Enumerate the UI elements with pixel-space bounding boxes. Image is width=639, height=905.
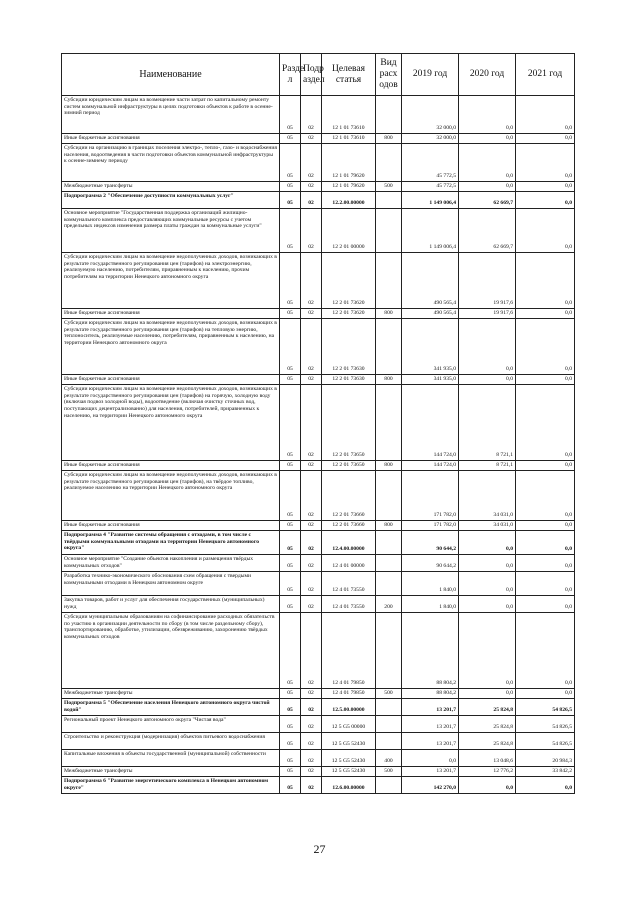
cell-section: 05 xyxy=(280,192,301,209)
cell-target: 12 2 01 00000 xyxy=(322,209,376,253)
cell-name: Субсидии юридическим лицам на возмещение недополученных доходов, возникающих в результате государственного регулирования цен (тарифов) на тепловую энергию, теплоноситель, реализуемые населению, потребителям, приравненным к населению, на территории Ненецкого автономного округа xyxy=(62,319,280,375)
cell-2019: 490 565,4 xyxy=(402,309,459,319)
cell-2021: 0,0 xyxy=(516,613,575,689)
table-row xyxy=(62,471,575,521)
cell-section: 05 xyxy=(280,531,301,555)
table-row xyxy=(62,461,575,471)
table-row xyxy=(62,134,575,144)
cell-expense-type xyxy=(376,253,402,309)
cell-name: Закупка товаров, работ и услуг для обеспечения государственных (муниципальных) нужд xyxy=(62,596,280,613)
cell-target: 12 1 01 73610 xyxy=(322,134,376,144)
cell-expense-type: 800 xyxy=(376,309,402,319)
cell-2019: 341 935,0 xyxy=(402,319,459,375)
cell-target: 12 5 G5 52430 xyxy=(322,733,376,750)
table-row xyxy=(62,209,575,253)
cell-section: 05 xyxy=(280,716,301,733)
cell-2019: 90 644,2 xyxy=(402,555,459,572)
cell-2019: 88 804,2 xyxy=(402,613,459,689)
cell-expense-type: 800 xyxy=(376,375,402,385)
cell-name: Иные бюджетные ассигнования xyxy=(62,134,280,144)
cell-target: 12 4 01 79850 xyxy=(322,613,376,689)
cell-2021: 20 984,3 xyxy=(516,750,575,767)
cell-2019: 90 644,2 xyxy=(402,531,459,555)
cell-name: Подпрограмма 4 "Развитие системы обращения с отходами, в том числе с твёрдыми коммунальными отходами на территории Ненецкого автономного округа" xyxy=(62,531,280,555)
cell-2020: 0,0 xyxy=(459,319,516,375)
cell-expense-type xyxy=(376,613,402,689)
cell-2020: 0,0 xyxy=(459,613,516,689)
cell-section: 05 xyxy=(280,613,301,689)
table-row xyxy=(62,613,575,689)
cell-2021: 54 826,5 xyxy=(516,699,575,716)
cell-2020: 62 669,7 xyxy=(459,192,516,209)
cell-expense-type: 200 xyxy=(376,596,402,613)
table-row xyxy=(62,716,575,733)
table-row xyxy=(62,144,575,182)
cell-2020: 8 721,1 xyxy=(459,461,516,471)
cell-2019: 171 782,0 xyxy=(402,471,459,521)
cell-2021: 33 842,2 xyxy=(516,767,575,777)
cell-target: 12 1 01 79620 xyxy=(322,144,376,182)
cell-2019: 341 935,0 xyxy=(402,375,459,385)
header-section: Разде л xyxy=(280,54,301,96)
cell-section: 05 xyxy=(280,689,301,699)
cell-subsection: 02 xyxy=(301,572,322,596)
cell-subsection: 02 xyxy=(301,134,322,144)
cell-subsection: 02 xyxy=(301,716,322,733)
cell-2019: 13 201,7 xyxy=(402,733,459,750)
cell-2020: 0,0 xyxy=(459,555,516,572)
cell-2021: 0,0 xyxy=(516,461,575,471)
cell-2021: 0,0 xyxy=(516,596,575,613)
cell-subsection: 02 xyxy=(301,689,322,699)
header-2021: 2021 год xyxy=(516,54,575,96)
cell-2019: 32 000,0 xyxy=(402,96,459,134)
cell-target: 12 2 01 73650 xyxy=(322,461,376,471)
cell-subsection: 02 xyxy=(301,471,322,521)
cell-expense-type: 800 xyxy=(376,134,402,144)
cell-section: 05 xyxy=(280,134,301,144)
cell-section: 05 xyxy=(280,96,301,134)
cell-section: 05 xyxy=(280,253,301,309)
table-row xyxy=(62,192,575,209)
cell-section: 05 xyxy=(280,375,301,385)
cell-subsection: 02 xyxy=(301,521,322,531)
cell-name: Субсидии юридическим лицам на возмещение части затрат по капитальному ремонту систем коммунальной инфраструктуры в целях подготовки объектов к работе в осенне-зимний период xyxy=(62,96,280,134)
table-row xyxy=(62,689,575,699)
cell-2021: 0,0 xyxy=(516,777,575,794)
cell-2021: 0,0 xyxy=(516,96,575,134)
cell-expense-type: 500 xyxy=(376,767,402,777)
cell-subsection: 02 xyxy=(301,375,322,385)
cell-section: 05 xyxy=(280,699,301,716)
cell-expense-type xyxy=(376,777,402,794)
cell-name: Иные бюджетные ассигнования xyxy=(62,309,280,319)
cell-subsection: 02 xyxy=(301,209,322,253)
cell-expense-type xyxy=(376,96,402,134)
table-row xyxy=(62,572,575,596)
cell-subsection: 02 xyxy=(301,461,322,471)
cell-name: Субсидии на организацию в границах поселения электро-, тепло-, газо- и водоснабжения населения, водоотведения в части подготовки объектов коммунальной инфраструктуры к осенне-зимнему периоду xyxy=(62,144,280,182)
cell-2021: 0,0 xyxy=(516,209,575,253)
cell-2019: 1 840,0 xyxy=(402,572,459,596)
table-row xyxy=(62,521,575,531)
cell-name: Основное мероприятие "Создание объектов накопления и размещения твёрдых коммунальных отходов" xyxy=(62,555,280,572)
cell-section: 05 xyxy=(280,572,301,596)
table-row xyxy=(62,182,575,192)
cell-subsection: 02 xyxy=(301,192,322,209)
cell-subsection: 02 xyxy=(301,385,322,461)
cell-subsection: 02 xyxy=(301,309,322,319)
cell-name: Строительство и реконструкция (модернизация) объектов питьевого водоснабжения xyxy=(62,733,280,750)
cell-2020: 0,0 xyxy=(459,375,516,385)
cell-section: 05 xyxy=(280,182,301,192)
cell-2019: 13 201,7 xyxy=(402,767,459,777)
header-2020: 2020 год xyxy=(459,54,516,96)
cell-2020: 0,0 xyxy=(459,96,516,134)
cell-expense-type xyxy=(376,716,402,733)
cell-expense-type xyxy=(376,531,402,555)
cell-2019: 142 270,0 xyxy=(402,777,459,794)
cell-target: 12.2.00.00000 xyxy=(322,192,376,209)
cell-subsection: 02 xyxy=(301,531,322,555)
cell-target: 12 2 01 73630 xyxy=(322,375,376,385)
cell-section: 05 xyxy=(280,777,301,794)
cell-expense-type xyxy=(376,699,402,716)
cell-target: 12 2 01 73630 xyxy=(322,319,376,375)
cell-target: 12 4 01 00000 xyxy=(322,555,376,572)
cell-target: 12 5 G5 52430 xyxy=(322,750,376,767)
cell-2021: 0,0 xyxy=(516,192,575,209)
cell-subsection: 02 xyxy=(301,96,322,134)
cell-expense-type: 800 xyxy=(376,461,402,471)
cell-2021: 0,0 xyxy=(516,375,575,385)
table-row xyxy=(62,385,575,461)
table-row xyxy=(62,777,575,794)
cell-2021: 0,0 xyxy=(516,531,575,555)
table-body xyxy=(62,96,575,794)
cell-subsection: 02 xyxy=(301,253,322,309)
cell-2019: 144 724,0 xyxy=(402,461,459,471)
cell-target: 12 5 G5 00000 xyxy=(322,716,376,733)
header-target: Целевая статья xyxy=(322,54,376,96)
cell-subsection: 02 xyxy=(301,319,322,375)
cell-2019: 171 782,0 xyxy=(402,521,459,531)
cell-subsection: 02 xyxy=(301,777,322,794)
cell-subsection: 02 xyxy=(301,699,322,716)
cell-subsection: 02 xyxy=(301,182,322,192)
cell-name: Разработка технико-экономического обоснования схем обращения с твердыми коммунальными отходами в Ненецком автономном округе xyxy=(62,572,280,596)
cell-2019: 45 772,5 xyxy=(402,182,459,192)
cell-expense-type: 400 xyxy=(376,750,402,767)
cell-2019: 32 000,0 xyxy=(402,134,459,144)
cell-target: 12 2 01 73660 xyxy=(322,471,376,521)
cell-name: Межбюджетные трансферты xyxy=(62,689,280,699)
cell-section: 05 xyxy=(280,521,301,531)
cell-name: Иные бюджетные ассигнования xyxy=(62,375,280,385)
cell-2021: 0,0 xyxy=(516,144,575,182)
header-subsection: Подр аздел xyxy=(301,54,322,96)
cell-expense-type xyxy=(376,733,402,750)
header-name: Наименование xyxy=(62,54,280,96)
cell-2020: 12 776,2 xyxy=(459,767,516,777)
cell-2020: 34 031,0 xyxy=(459,471,516,521)
table-row xyxy=(62,750,575,767)
cell-2020: 0,0 xyxy=(459,531,516,555)
cell-2020: 0,0 xyxy=(459,182,516,192)
table-row xyxy=(62,596,575,613)
cell-target: 12 2 01 73660 xyxy=(322,521,376,531)
cell-expense-type xyxy=(376,209,402,253)
cell-subsection: 02 xyxy=(301,767,322,777)
cell-2021: 0,0 xyxy=(516,572,575,596)
cell-section: 05 xyxy=(280,461,301,471)
cell-2020: 19 917,6 xyxy=(459,309,516,319)
cell-target: 12 1 01 79620 xyxy=(322,182,376,192)
cell-name: Подпрограмма 6 "Развитие энергетического комплекса в Ненецком автономном округе" xyxy=(62,777,280,794)
header-2019: 2019 год xyxy=(402,54,459,96)
cell-2020: 25 824,8 xyxy=(459,733,516,750)
cell-expense-type: 800 xyxy=(376,521,402,531)
cell-target: 12 2 01 73620 xyxy=(322,253,376,309)
cell-2020: 25 824,8 xyxy=(459,699,516,716)
table-row xyxy=(62,555,575,572)
page-number: 27 xyxy=(313,842,326,856)
cell-target: 12 2 01 73650 xyxy=(322,385,376,461)
cell-expense-type xyxy=(376,319,402,375)
table-header-row xyxy=(62,54,575,96)
table-row xyxy=(62,733,575,750)
cell-name: Межбюджетные трансферты xyxy=(62,767,280,777)
cell-target: 12 5 G5 52430 xyxy=(322,767,376,777)
cell-2021: 0,0 xyxy=(516,182,575,192)
cell-section: 05 xyxy=(280,385,301,461)
cell-section: 05 xyxy=(280,767,301,777)
cell-2020: 0,0 xyxy=(459,572,516,596)
cell-2019: 144 724,0 xyxy=(402,385,459,461)
table-row xyxy=(62,699,575,716)
cell-target: 12.5.00.00000 xyxy=(322,699,376,716)
cell-subsection: 02 xyxy=(301,750,322,767)
cell-subsection: 02 xyxy=(301,555,322,572)
cell-name: Субсидии юридическим лицам на возмещение недополученных доходов, возникающих в результате государственного регулирования цен (тарифов) на электроэнергию, реализуемую населению, потребителям, приравненным к населению, прочим потребителям на территории Ненецкого автономного округа xyxy=(62,253,280,309)
cell-2020: 0,0 xyxy=(459,134,516,144)
cell-section: 05 xyxy=(280,750,301,767)
cell-section: 05 xyxy=(280,555,301,572)
cell-2019: 88 804,2 xyxy=(402,689,459,699)
cell-expense-type xyxy=(376,385,402,461)
cell-2020: 0,0 xyxy=(459,777,516,794)
cell-expense-type: 500 xyxy=(376,182,402,192)
table-row xyxy=(62,309,575,319)
cell-2021: 0,0 xyxy=(516,471,575,521)
cell-section: 05 xyxy=(280,471,301,521)
cell-2019: 45 772,5 xyxy=(402,144,459,182)
cell-2019: 490 565,4 xyxy=(402,253,459,309)
cell-2021: 54 826,5 xyxy=(516,716,575,733)
cell-2021: 0,0 xyxy=(516,555,575,572)
cell-name: Иные бюджетные ассигнования xyxy=(62,461,280,471)
cell-2020: 8 721,1 xyxy=(459,385,516,461)
cell-expense-type xyxy=(376,572,402,596)
cell-subsection: 02 xyxy=(301,613,322,689)
cell-name: Региональный проект Ненецкого автономного округа "Чистая вода" xyxy=(62,716,280,733)
cell-name: Подпрограмма 2 "Обеспечение доступности коммунальных услуг" xyxy=(62,192,280,209)
cell-2020: 0,0 xyxy=(459,144,516,182)
cell-2019: 13 201,7 xyxy=(402,699,459,716)
cell-expense-type: 500 xyxy=(376,689,402,699)
cell-2019: 1 840,0 xyxy=(402,596,459,613)
cell-2019: 1 149 006,4 xyxy=(402,209,459,253)
cell-expense-type xyxy=(376,555,402,572)
cell-name: Субсидии юридическим лицам на возмещение недополученных доходов, возникающих в результате государственного регулирования цен (тарифов) на горячую, холодную воду (включая подвоз холодной воды), водоотведение (включая очистку сточных вод, поступающих децентрализованно) для населения, потребителей, приравненных к населению, на территории Ненецкого автономного округа xyxy=(62,385,280,461)
cell-name: Основное мероприятие "Государственная поддержка организаций жилищно-коммунального комплекса предоставляющих коммунальные ресурсы с учетом предельных индексов изменения размера платы граждан за коммунальные услуги" xyxy=(62,209,280,253)
header-expense-type: Вид расх одов xyxy=(376,54,402,96)
cell-subsection: 02 xyxy=(301,733,322,750)
cell-2021: 0,0 xyxy=(516,309,575,319)
cell-target: 12 4 01 73550 xyxy=(322,596,376,613)
cell-section: 05 xyxy=(280,144,301,182)
cell-target: 12 4 01 79850 xyxy=(322,689,376,699)
cell-2021: 0,0 xyxy=(516,134,575,144)
cell-target: 12.6.00.00000 xyxy=(322,777,376,794)
cell-name: Субсидии муниципальным образованиям на софинансирование расходных обязательств по участию в организации деятельности по сбору (в том числе раздельному сбору), транспортированию, обработке, утилизации, обезвреживанию, захоронению твёрдых коммунальных отходов xyxy=(62,613,280,689)
cell-expense-type xyxy=(376,192,402,209)
cell-name: Межбюджетные трансферты xyxy=(62,182,280,192)
cell-2019: 1 149 006,4 xyxy=(402,192,459,209)
table-row xyxy=(62,767,575,777)
cell-2021: 0,0 xyxy=(516,385,575,461)
cell-2021: 0,0 xyxy=(516,689,575,699)
cell-section: 05 xyxy=(280,733,301,750)
table-row xyxy=(62,96,575,134)
cell-section: 05 xyxy=(280,319,301,375)
cell-name: Субсидии юридическим лицам на возмещение недополученных доходов, возникающих в результате государственного регулирования цен (тарифов), на твёрдое топливо, реализуемое населению на территории Ненецкого автономного округа xyxy=(62,471,280,521)
cell-name: Подпрограмма 5 "Обеспечение населения Ненецкого автономного округа чистой водой" xyxy=(62,699,280,716)
cell-2019: 13 201,7 xyxy=(402,716,459,733)
cell-target: 12 2 01 73620 xyxy=(322,309,376,319)
cell-2020: 25 824,8 xyxy=(459,716,516,733)
cell-2021: 54 826,5 xyxy=(516,733,575,750)
cell-2021: 0,0 xyxy=(516,521,575,531)
cell-target: 12.4.00.00000 xyxy=(322,531,376,555)
cell-2020: 0,0 xyxy=(459,596,516,613)
cell-subsection: 02 xyxy=(301,596,322,613)
table-row xyxy=(62,253,575,309)
table-row xyxy=(62,531,575,555)
cell-2020: 19 917,6 xyxy=(459,253,516,309)
cell-2021: 0,0 xyxy=(516,319,575,375)
cell-subsection: 02 xyxy=(301,144,322,182)
cell-target: 12 1 01 73610 xyxy=(322,96,376,134)
cell-target: 12 4 01 73550 xyxy=(322,572,376,596)
cell-section: 05 xyxy=(280,596,301,613)
cell-name: Капитальные вложения в объекты государственной (муниципальной) собственности xyxy=(62,750,280,767)
table-row xyxy=(62,319,575,375)
cell-2019: 0,0 xyxy=(402,750,459,767)
cell-section: 05 xyxy=(280,209,301,253)
cell-2020: 34 031,0 xyxy=(459,521,516,531)
cell-name: Иные бюджетные ассигнования xyxy=(62,521,280,531)
table-row xyxy=(62,375,575,385)
cell-section: 05 xyxy=(280,309,301,319)
cell-2021: 0,0 xyxy=(516,253,575,309)
cell-2020: 62 669,7 xyxy=(459,209,516,253)
cell-2020: 13 048,6 xyxy=(459,750,516,767)
budget-table xyxy=(61,53,575,794)
cell-2020: 0,0 xyxy=(459,689,516,699)
cell-expense-type xyxy=(376,144,402,182)
cell-expense-type xyxy=(376,471,402,521)
